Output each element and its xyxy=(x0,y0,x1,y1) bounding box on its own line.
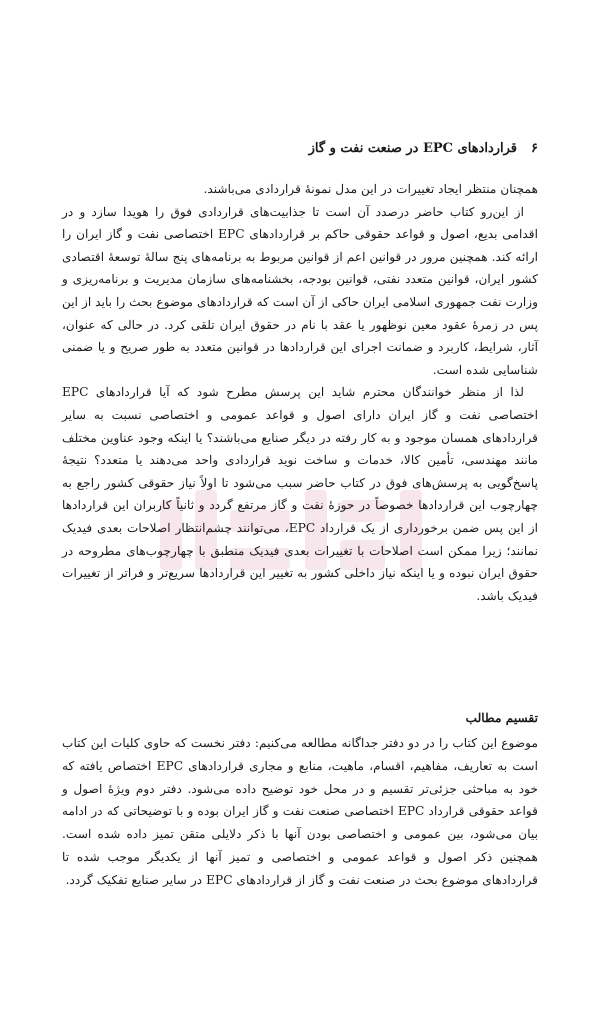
page-number: ۶ xyxy=(531,140,538,156)
section-body xyxy=(62,732,538,892)
paragraph: همچنان منتظر ایجاد تغییرات در این مدل نمونهٔ قراردادی می‌باشند. xyxy=(203,182,538,196)
running-header xyxy=(62,138,538,158)
section-heading: تقسیم مطالب xyxy=(465,711,538,725)
body-text xyxy=(62,178,538,607)
paragraph: لذا از منظر خوانندگان محترم شاید این پرسش مطرح شود که آیا قراردادهای EPC اختصاصی نفت و گاز ایران دارای اصول و قواعد عمومی و اختصاصی نسبت به سایر قراردادهای همسان موجود و به کار رفته در دیگر صنایع می‌باشند؟ یا اینکه وجود عناوین مختلف مانند مهندسی، تأمین کالا، خدمات و ساخت نوید قراردادی واحد می‌دهند یا متعدد؟ نتیجهٔ پاسخ‌گویی به پرسش‌های فوق در کتاب حاضر سبب می‌شود تا اولاً نیاز حقوقی کشور راجع به چهارچوب این قراردادها خصوصاً در حوزهٔ نفت و گاز مرتفع گردد و ثانیاً کاربران این قراردادها از این پس ضمن برخورداری از یک قرارداد EPC، می‌توانند چشم‌انتظار اصلاحات بعدی فیدیک نمانند؛ زیرا ممکن است اصلاحات با تغییرات بعدی فیدیک منطبق با چهارچوب‌های مطروحه در حقوق ایران نبوده و یا اینکه نیاز داخلی کشور به تغییر این قراردادها سریع‌تر و فراتر از تغییرات فیدیک باشد. xyxy=(62,385,538,603)
paragraph: موضوع این کتاب را در دو دفتر جداگانه مطالعه می‌کنیم: دفتر نخست که حاوی کلیات این کتاب است به تعاریف، مفاهیم، اقسام، ماهیت، منابع و مجاری قراردادهای EPC اختصاص یافته که خود به مباحثی جزئی‌تر تقسیم و در محل خود توضیح داده می‌شود. دفتر دوم ویژهٔ اصول و قواعد حقوقی قرارداد EPC اختصاصی صنعت نفت و گاز ایران بوده و با توضیحاتی که در ادامه بیان می‌شود، بین عمومی و اختصاصی بودن آنها با ذکر دلایلی متقن تمیز داده شده است. همچنین ذکر اصول و قواعد عمومی و اختصاصی و تمیز آنها از یکدیگر موجب شده تا قراردادهای موضوع بحث در صنعت نفت و گاز از قراردادهای EPC در سایر صنایع تفکیک گردد. xyxy=(62,736,539,887)
running-title: قراردادهای EPC در صنعت نفت و گاز xyxy=(308,140,518,156)
paragraph: از این‌رو کتاب حاضر درصدد آن است تا جذابیت‌های قراردادی فوق را هویدا سازد و در اقدامی بدیع، اصول و قواعد حقوقی حاکم بر قراردادهای EPC اختصاصی نفت و گاز ایران را ارائه کند. همچنین مرور در قوانین اعم از قوانین مربوط به برنامه‌های پنج سالهٔ توسعهٔ اقتصادی کشور ایران، قوانین متعدد نفتی، قوانین بودجه، بخشنامه‌های سازمان مدیریت و برنامه‌ریزی و وزارت نفت جمهوری اسلامی ایران حاکی از آن است که قراردادهای موضوع بحث را باید از این پس در زمرهٔ عقود معین نوظهور یا عقد با نام در حقوق ایران تلقی کرد. در حالی که عنوان، آثار، شرایط، کاربرد و ضمانت اجرای این قراردادها در قوانین متعدد به طور صریح و یا ضمنی شناسایی شده است. xyxy=(62,204,538,377)
